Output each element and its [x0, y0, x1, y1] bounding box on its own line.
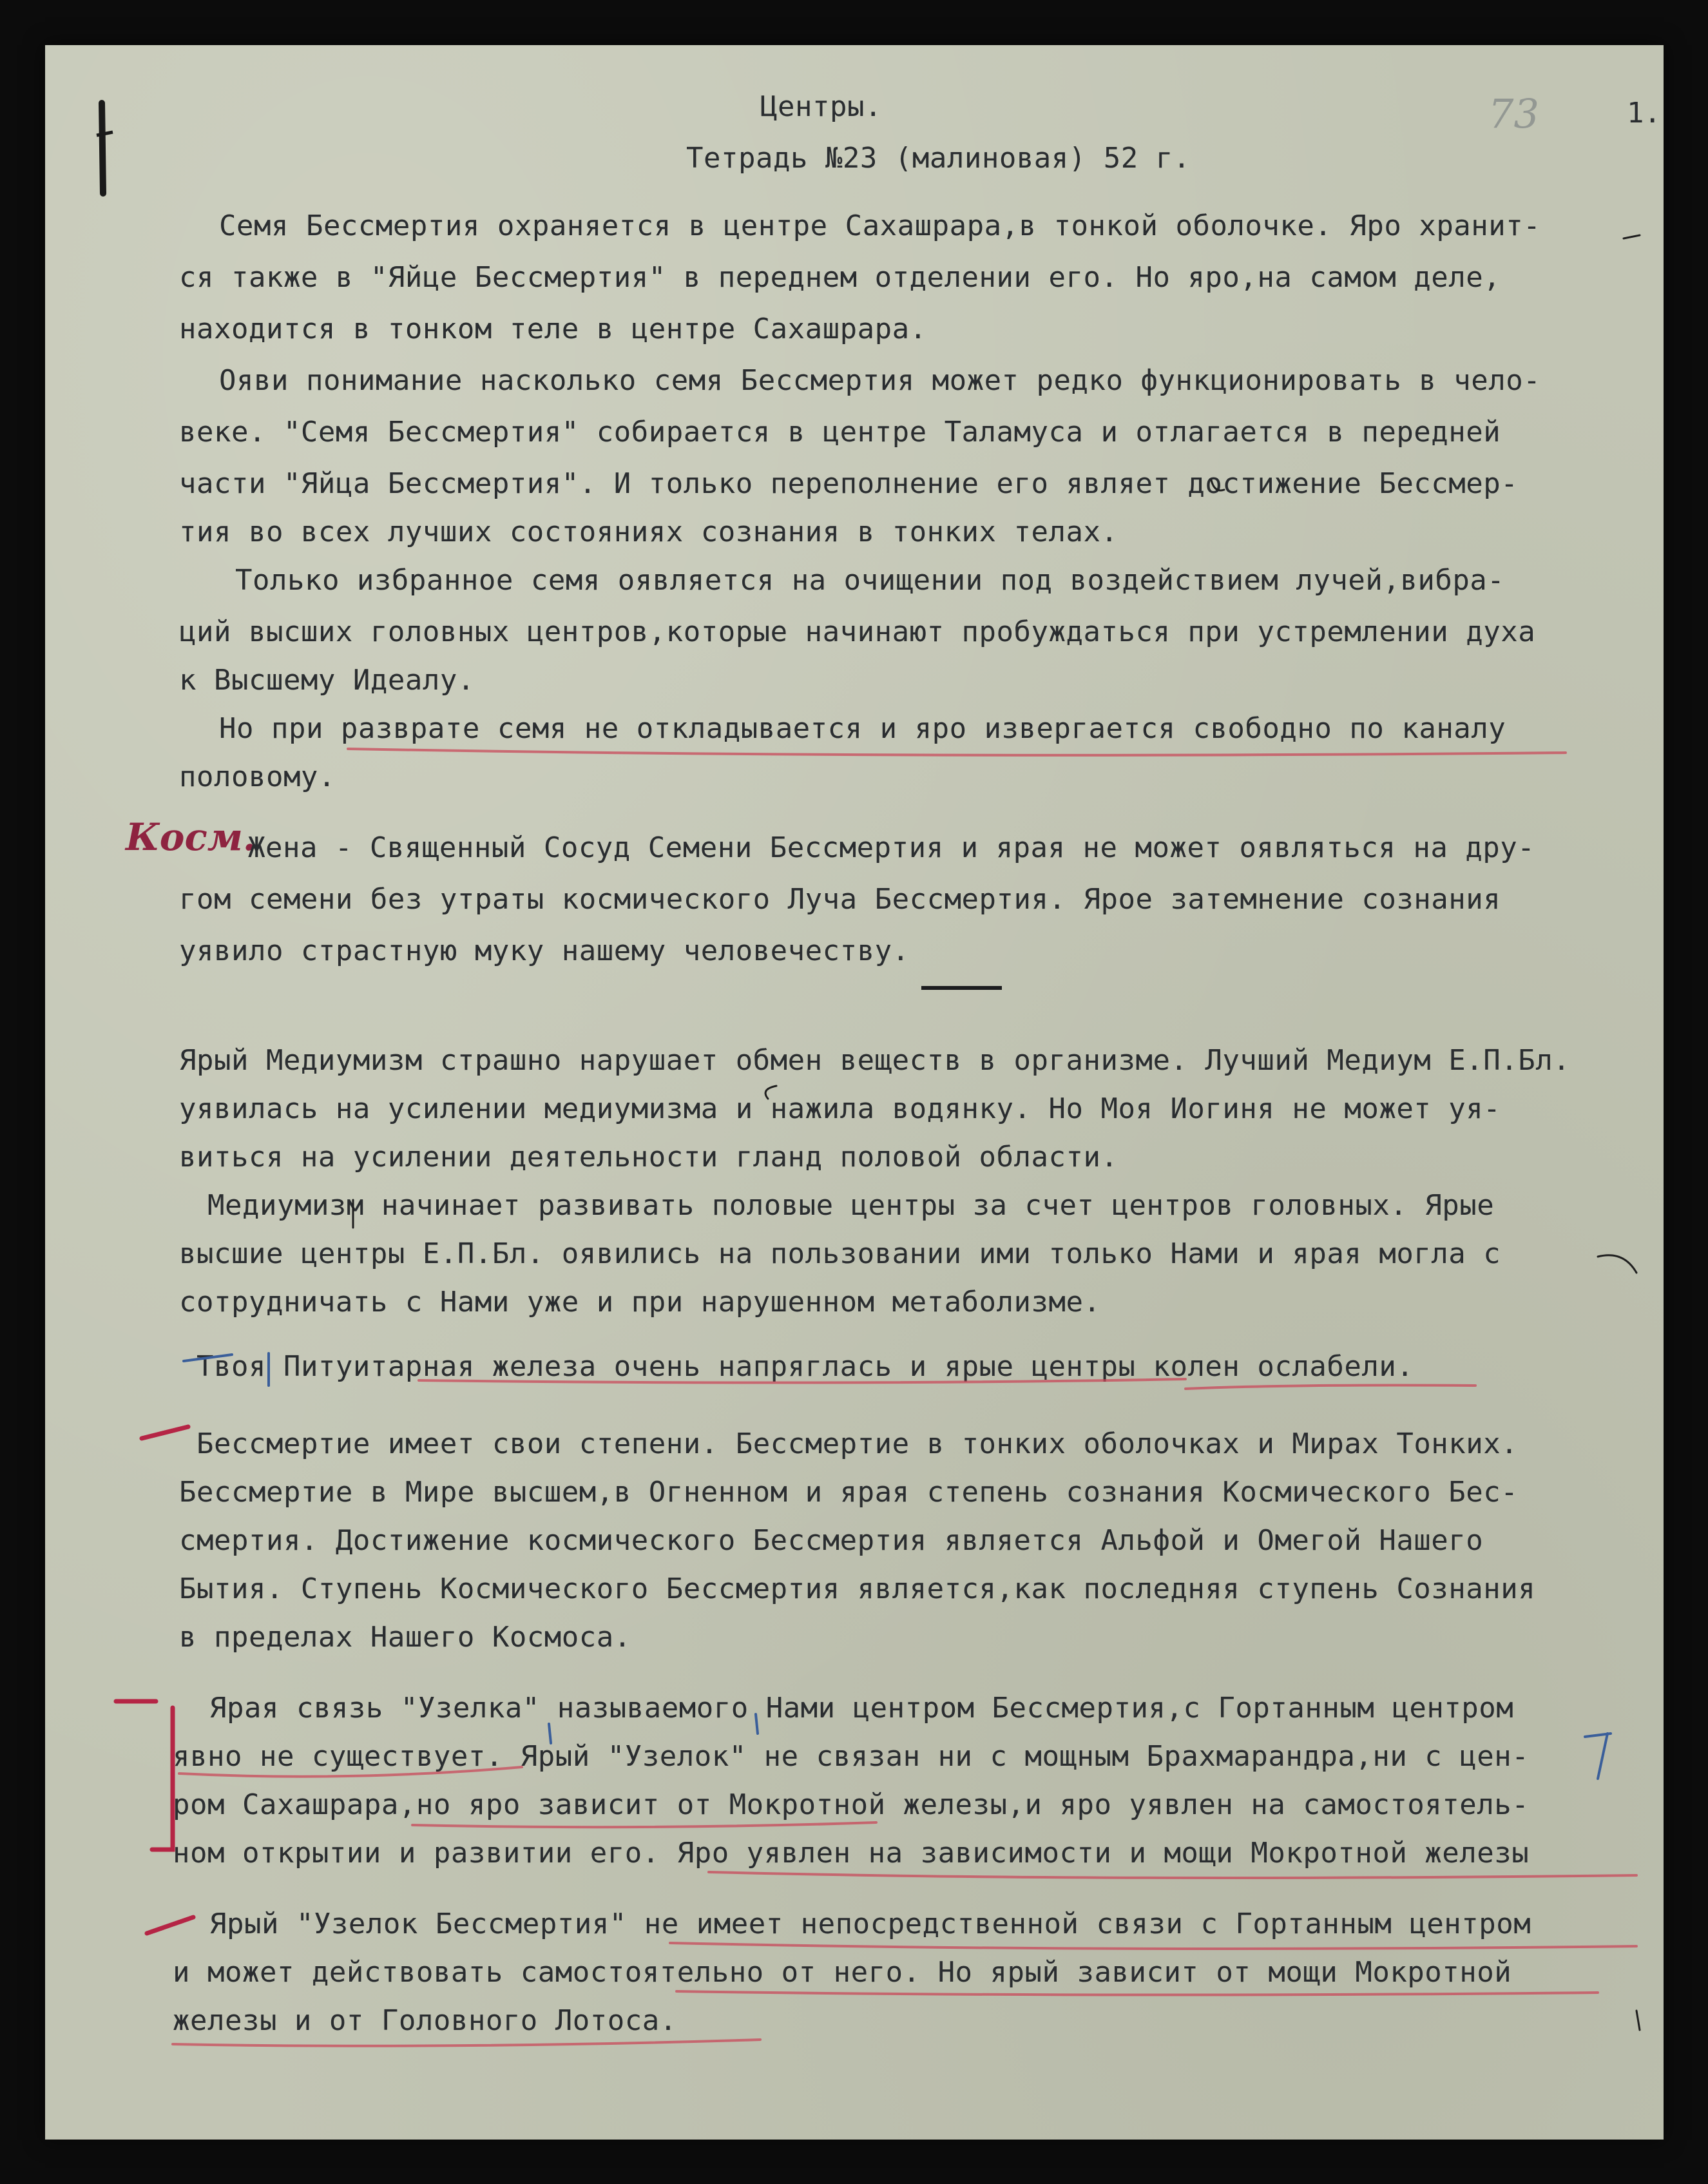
text-line: Жена - Священный Сосуд Семени Бессмертия и ярая не может оявляться на дру- [248, 831, 1535, 864]
text-line: Бессмертие в Мире высшем,в Огненном и ярая степень сознания Космического Бес- [179, 1476, 1519, 1509]
text-line: виться на усилении деятельности гланд половой области. [179, 1141, 1118, 1174]
text-line: в пределах Нашего Космоса. [179, 1621, 631, 1654]
text-line: Бытия. Ступень Космического Бессмертия является,как последняя ступень Сознания [179, 1572, 1536, 1605]
text-line: половому. [179, 760, 336, 793]
text-line: Ярая связь "Узелка" называемого Нами центром Бессмертия,с Гортанным центром [209, 1692, 1514, 1725]
text-line: ном открытии и развитии его. Яро уявлен на зависимости и мощи Мокротной железы [173, 1837, 1530, 1870]
page-number: 1. [1627, 97, 1661, 130]
text-line: ся также в "Яйце Бессмертия" в переднем отделении его. Но яро,на самом деле, [179, 261, 1501, 294]
text-line: веке. "Семя Бессмертия" собирается в центре Таламуса и отлагается в передней [179, 416, 1501, 449]
text-line: к Высшему Идеалу. [179, 664, 475, 697]
text-line: Семя Бессмертия охраняется в центре Сахашрара,в тонкой оболочке. Яро хранит- [219, 209, 1541, 242]
text-line: явно не существует. Ярый "Узелок" не связан ни с мощным Брахмарандра,ни с цен- [173, 1740, 1530, 1773]
text-line: части "Яйца Бессмертия". И только переполнение его являет достижение Бессмер- [179, 467, 1519, 500]
text-line: ром Сахашрара,но яро зависит от Мокротной железы,и яро уявлен на самостоятель- [173, 1788, 1530, 1821]
text-line: Но при разврате семя не откладывается и яро извергается свободно по каналу [219, 712, 1506, 745]
text-line: смертия. Достижение космического Бессмертия является Альфой и Омегой Нашего [179, 1524, 1484, 1557]
text-line: Бессмертие имеет свои степени. Бессмертие в тонких оболочках и Мирах Тонких. [197, 1427, 1519, 1460]
text-line: находится в тонком теле в центре Сахашрара. [179, 313, 927, 345]
text-line: Твоя Питуитарная железа очень напряглась и ярые центры колен ослабели. [197, 1350, 1414, 1383]
text-line: Ярый "Узелок Бессмертия" не имеет непосредственной связи с Гортанным центром [209, 1908, 1531, 1940]
text-line: тия во всех лучших состояниях сознания в тонких телах. [179, 516, 1118, 548]
text-line: гом семени без утраты космического Луча Бессмертия. Ярое затемнение сознания [179, 883, 1501, 916]
text-line: высшие центры Е.П.Бл. оявились на пользовании ими только Нами и ярая могла с [179, 1237, 1501, 1270]
text-line: Только избранное семя оявляется на очищении под воздействием лучей,вибра- [235, 564, 1505, 597]
margin-note: Косм. [126, 815, 256, 859]
text-line: уявило страстную муку нашему человечеству. [179, 934, 910, 967]
text-line: Ярый Медиумизм страшно нарушает обмен веществ в организме. Лучший Медиум Е.П.Бл. [179, 1044, 1571, 1077]
text-line: уявилась на усилении медиумизма и нажила водянку. Но Моя Иогиня не может уя- [179, 1092, 1501, 1125]
text-line: Ояви понимание насколько семя Бессмертия может редко функционировать в чело- [219, 364, 1541, 397]
text-line: Медиумизм начинает развивать половые центры за счет центров головных. Ярые [207, 1189, 1495, 1222]
text-line: ций высших головных центров,которые начинают пробуждаться при устремлении духа [179, 615, 1536, 648]
archive-number: 73 [1488, 90, 1539, 137]
text-line: и может действовать самостоятельно от него. Но ярый зависит от мощи Мокротной [173, 1956, 1512, 1989]
text-line: сотрудничать с Нами уже и при нарушенном метаболизме. [179, 1286, 1101, 1319]
document-title: Центры. [760, 90, 882, 123]
text-line: железы и от Головного Лотоса. [173, 2004, 677, 2037]
document-subtitle: Тетрадь №23 (малиновая) 52 г. [686, 142, 1191, 175]
